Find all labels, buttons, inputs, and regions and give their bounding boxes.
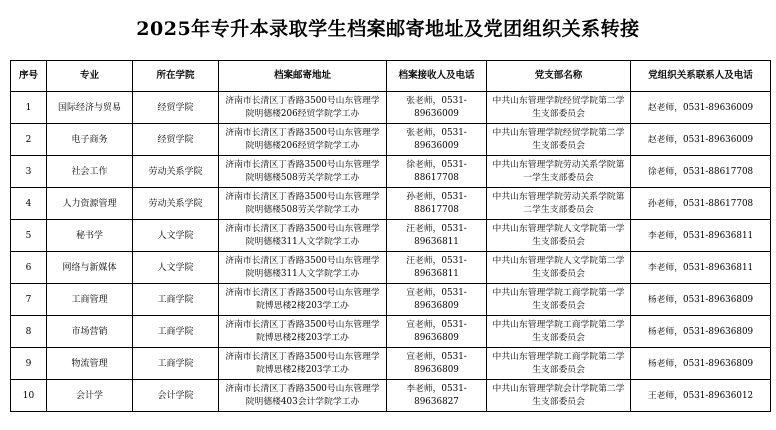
header-party-contact: 党组织关系联系人及电话 [631, 61, 771, 92]
college-cell: 人文学院 [133, 220, 219, 252]
college-cell: 经贸学院 [133, 124, 219, 156]
table-row [11, 252, 771, 284]
party-branch-cell: 中共山东管理学院工商学院第二学生支部委员会 [487, 316, 631, 348]
party-contact-cell: 杨老师，0531-89636809 [631, 316, 771, 348]
row-number: 10 [11, 380, 47, 412]
party-contact-cell: 赵老师，0531-89636009 [631, 124, 771, 156]
row-number: 4 [11, 188, 47, 220]
college-cell: 劳动关系学院 [133, 156, 219, 188]
party-contact-cell: 王老师，0531-89636012 [631, 380, 771, 412]
address-cell: 济南市长清区丁香路3500号山东管理学院明德楼311人文学院学工办 [219, 220, 387, 252]
college-cell: 劳动关系学院 [133, 188, 219, 220]
table-row [11, 316, 771, 348]
header-college: 所在学院 [133, 61, 219, 92]
party-contact-cell: 赵老师，0531-89636009 [631, 92, 771, 124]
major-cell: 会计学 [47, 380, 133, 412]
major-cell: 网络与新媒体 [47, 252, 133, 284]
receiver-cell: 宣老师，0531-89636809 [387, 348, 487, 380]
party-branch-cell: 中共山东管理学院人文学院第一学生支部委员会 [487, 220, 631, 252]
major-cell: 工商管理 [47, 284, 133, 316]
header-no: 序号 [11, 61, 47, 92]
party-contact-cell: 杨老师，0531-89636809 [631, 284, 771, 316]
college-cell: 工商学院 [133, 348, 219, 380]
receiver-cell: 宣老师，0531-89636809 [387, 284, 487, 316]
table-row [11, 380, 771, 412]
receiver-cell: 汪老师，0531-89636811 [387, 252, 487, 284]
table-row [11, 124, 771, 156]
row-number: 2 [11, 124, 47, 156]
college-cell: 经贸学院 [133, 92, 219, 124]
party-branch-cell: 中共山东管理学院经贸学院第二学生支部委员会 [487, 124, 631, 156]
receiver-cell: 张老师，0531-89636009 [387, 92, 487, 124]
address-cell: 济南市长清区丁香路3500号山东管理学院明德楼206经贸学院学工办 [219, 92, 387, 124]
page-title: 2025年专升本录取学生档案邮寄地址及党团组织关系转接 [136, 18, 640, 40]
table-row [11, 284, 771, 316]
table-row [11, 156, 771, 188]
address-cell: 济南市长清区丁香路3500号山东管理学院明德楼311人文学院学工办 [219, 252, 387, 284]
major-cell: 国际经济与贸易 [47, 92, 133, 124]
party-branch-cell: 中共山东管理学院劳动关系学院第二学生支部委员会 [487, 188, 631, 220]
table-header-row [11, 61, 771, 92]
college-cell: 工商学院 [133, 316, 219, 348]
party-contact-cell: 徐老师，0531-88617708 [631, 156, 771, 188]
row-number: 9 [11, 348, 47, 380]
address-cell: 济南市长清区丁香路3500号山东管理学院明德楼403会计学院学工办 [219, 380, 387, 412]
party-contact-cell: 孙老师，0531-88617708 [631, 188, 771, 220]
major-cell: 物流管理 [47, 348, 133, 380]
party-branch-cell: 中共山东管理学院劳动关系学院第一学生支部委员会 [487, 156, 631, 188]
major-cell: 市场营销 [47, 316, 133, 348]
party-branch-cell: 中共山东管理学院经贸学院第二学生支部委员会 [487, 92, 631, 124]
receiver-cell: 徐老师，0531-88617708 [387, 156, 487, 188]
header-address: 档案邮寄地址 [219, 61, 387, 92]
address-cell: 济南市长清区丁香路3500号山东管理学院博思楼2楼203学工办 [219, 316, 387, 348]
college-cell: 人文学院 [133, 252, 219, 284]
party-branch-cell: 中共山东管理学院人文学院第二学生支部委员会 [487, 252, 631, 284]
college-cell: 工商学院 [133, 284, 219, 316]
college-cell: 会计学院 [133, 380, 219, 412]
row-number: 7 [11, 284, 47, 316]
major-cell: 社会工作 [47, 156, 133, 188]
transfer-table [10, 60, 771, 412]
table-row [11, 220, 771, 252]
header-receiver: 档案接收人及电话 [387, 61, 487, 92]
table-row [11, 188, 771, 220]
table-row [11, 348, 771, 380]
party-contact-cell: 杨老师，0531-89636809 [631, 348, 771, 380]
address-cell: 济南市长清区丁香路3500号山东管理学院明德楼508劳关学院学工办 [219, 156, 387, 188]
address-cell: 济南市长清区丁香路3500号山东管理学院博思楼2楼203学工办 [219, 284, 387, 316]
receiver-cell: 汪老师，0531-89636811 [387, 220, 487, 252]
party-branch-cell: 中共山东管理学院会计学院第二学生支部委员会 [487, 380, 631, 412]
address-cell: 济南市长清区丁香路3500号山东管理学院明德楼206经贸学院学工办 [219, 124, 387, 156]
row-number: 3 [11, 156, 47, 188]
row-number: 8 [11, 316, 47, 348]
table-row [11, 92, 771, 124]
header-party-branch: 党支部名称 [487, 61, 631, 92]
row-number: 6 [11, 252, 47, 284]
row-number: 5 [11, 220, 47, 252]
party-branch-cell: 中共山东管理学院工商学院第一学生支部委员会 [487, 284, 631, 316]
receiver-cell: 宣老师，0531-89636809 [387, 316, 487, 348]
receiver-cell: 孙老师，0531-88617708 [387, 188, 487, 220]
party-branch-cell: 中共山东管理学院工商学院第二学生支部委员会 [487, 348, 631, 380]
major-cell: 电子商务 [47, 124, 133, 156]
party-contact-cell: 李老师，0531-89636811 [631, 220, 771, 252]
major-cell: 人力资源管理 [47, 188, 133, 220]
address-cell: 济南市长清区丁香路3500号山东管理学院博思楼2楼203学工办 [219, 348, 387, 380]
row-number: 1 [11, 92, 47, 124]
header-major: 专业 [47, 61, 133, 92]
receiver-cell: 张老师，0531-89636009 [387, 124, 487, 156]
party-contact-cell: 李老师，0531-89636811 [631, 252, 771, 284]
major-cell: 秘书学 [47, 220, 133, 252]
receiver-cell: 李老师，0531-89636827 [387, 380, 487, 412]
address-cell: 济南市长清区丁香路3500号山东管理学院明德楼508劳关学院学工办 [219, 188, 387, 220]
